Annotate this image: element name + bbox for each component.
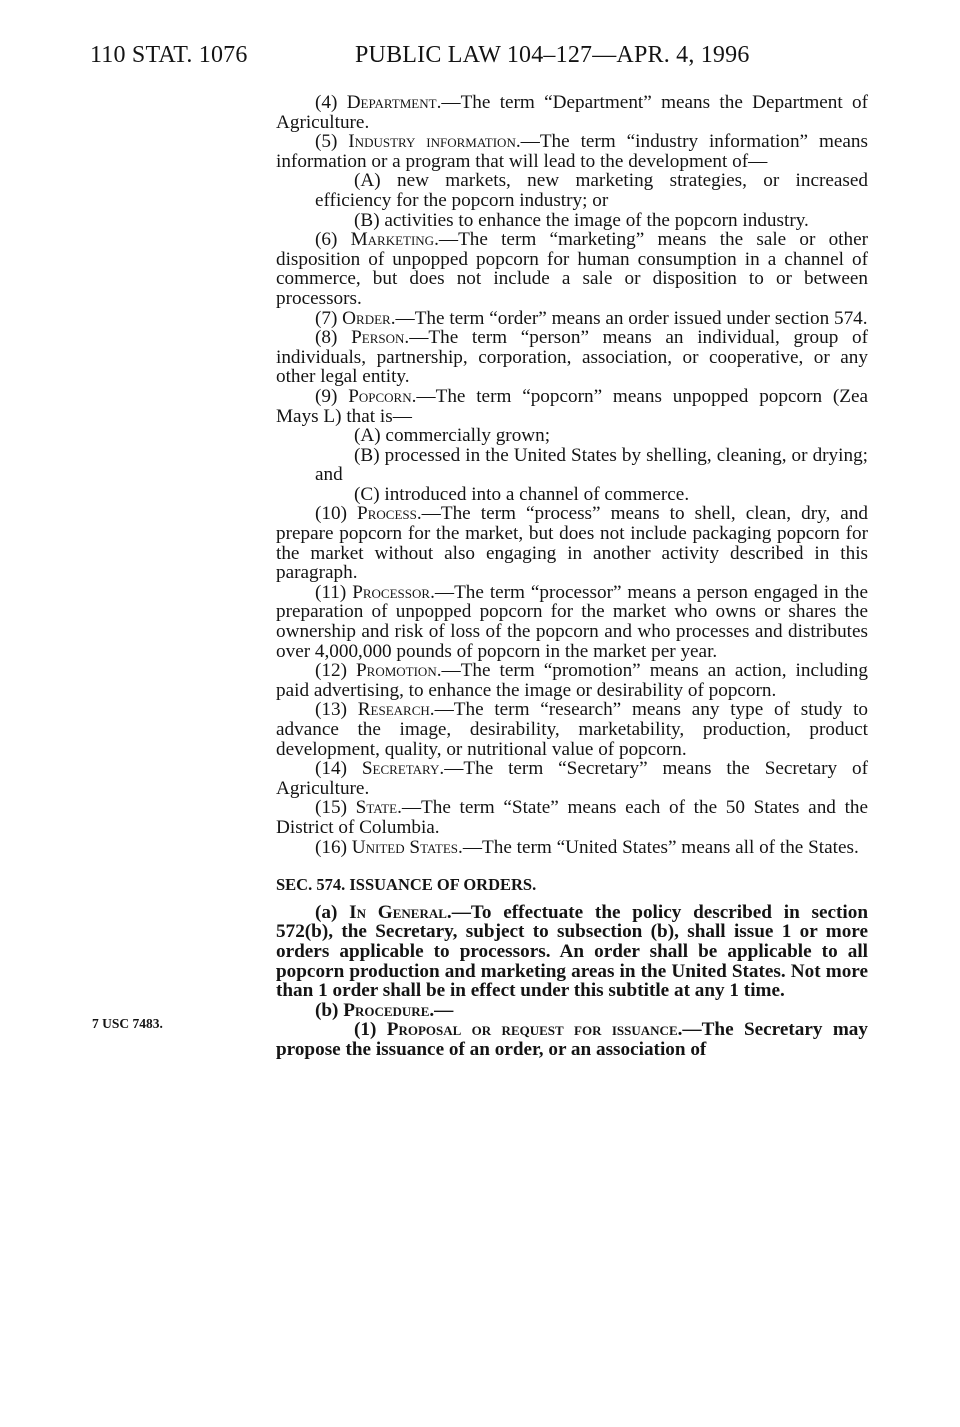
definition-7: (7) Order.—The term “order” means an order issued under section 574.: [315, 307, 868, 329]
stat-page-number: 110 STAT. 1076: [90, 42, 248, 68]
definition-14: (14) Secretary.—The term “Secretary” means the Secretary of Agriculture.: [276, 758, 868, 799]
definition-5-item-b: (B) activities to enhance the image of the popcorn industry.: [354, 209, 809, 231]
definition-5-item-a: (A) new markets, new marketing strategies, or increased efficiency for the popcorn industry; or: [315, 170, 868, 211]
definition-5: (5) Industry information.—The term “industry information” means information or a program that will lead to the development of—: [276, 131, 868, 172]
definition-9: (9) Popcorn.—The term “popcorn” means unpopped popcorn (Zea Mays L) that is—: [276, 385, 869, 427]
subsection-b: (b) Procedure.—: [315, 999, 454, 1021]
document-body: [276, 93, 868, 1060]
definition-6: (6) Marketing.—The term “marketing” means the sale or other disposition of unpopped popcorn for human consumption in a channel of commerce, but does not include a sale or disposition to or between processors.: [276, 229, 868, 309]
definition-9-item-c: (C) introduced into a channel of commerce.: [354, 483, 690, 505]
definition-16: (16) United States.—The term “United States” means all of the States.: [315, 836, 859, 858]
definition-11: (11) Processor.—The term “processor” means a person engaged in the preparation of unpopped popcorn for the market who owns or shares the ownership and risk of loss of the popcorn and who processes and distributes over 4,000,000 pounds of popcorn in the market per year.: [276, 581, 869, 662]
subsection-b-paragraph-1: (1) Proposal or request for issuance.—The Secretary may propose the issuance of an order, or an association of: [276, 1019, 868, 1060]
page-header: [0, 42, 960, 74]
definition-4: (4) Department.—The term “Department” means the Department of Agriculture.: [276, 92, 869, 133]
definition-12: (12) Promotion.—The term “promotion” means an action, including paid advertising, to enhance the image or desirability of popcorn.: [276, 660, 868, 701]
section-heading: SEC. 574. ISSUANCE OF ORDERS.: [276, 875, 537, 895]
definition-10: (10) Process.—The term “process” means to shell, clean, dry, and prepare popcorn for the market, but does not include packaging popcorn for the market without also engaging in another activity described in this paragraph.: [276, 503, 869, 584]
subsection-a: (a) In General.—To effectuate the policy described in section 572(b), the Secretary, subject to subsection (b), shall issue 1 or more orders applicable to processors. An order shall be applicable to all popcorn production and marketing areas in the United States. Not more than 1 order shall be in effect under this subtitle at any 1 time.: [276, 901, 868, 1002]
definition-9-item-a: (A) commercially grown;: [354, 425, 551, 447]
usc-margin-note: 7 USC 7483.: [92, 1016, 163, 1031]
definition-15: (15) State.—The term “State” means each of the 50 States and the District of Columbia.: [276, 797, 869, 838]
definition-9-item-b: (B) processed in the United States by shelling, cleaning, or drying; and: [315, 444, 868, 486]
public-law-title: PUBLIC LAW 104–127—APR. 4, 1996: [355, 42, 750, 68]
definition-8: (8) Person.—The term “person” means an individual, group of individuals, partnership, corporation, association, or cooperative, or any other legal entity.: [276, 327, 868, 388]
definition-13: (13) Research.—The term “research” means any type of study to advance the image, desirability, marketability, production, product development, quality, or nutritional value of popcorn.: [276, 699, 868, 760]
